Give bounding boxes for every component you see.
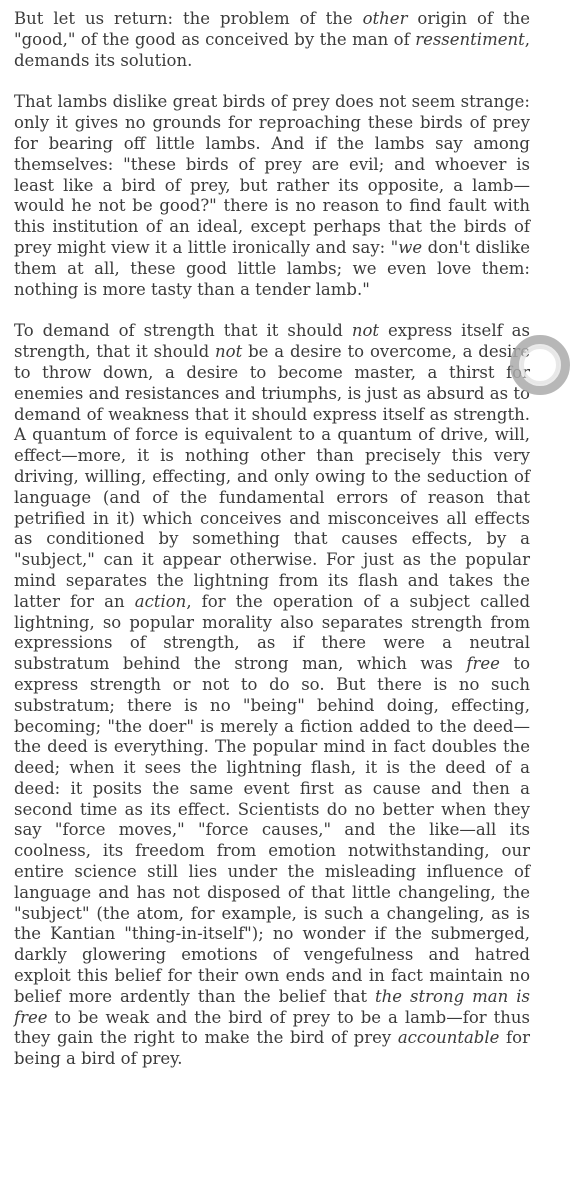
reader-text-body	[14, 9, 530, 1091]
text-run: That lambs dislike great birds of prey does not seem strange: only it gives no grounds for reproaching these birds of prey for bearing off little lambs. And if the lambs say among themselves: "these birds of prey are evil; and whoever is least like a bird of prey, but rather its opposite, a lamb—would he not be good?" there is no reason to find fault with this institution of an ideal, except perhaps that the birds of prey might view it a little ironically and say: "	[14, 92, 530, 257]
text-run-italic: not	[351, 321, 380, 341]
text-run-italic: we	[398, 237, 423, 257]
text-run: But let us return: the problem of the	[14, 9, 363, 28]
text-run-italic: not	[215, 342, 243, 362]
text-run-italic: action	[134, 591, 187, 611]
paragraph-2	[14, 92, 530, 300]
text-run: don't dislike them at all, these good little lambs; we even love them: nothing is more tasty than a tender lamb."	[14, 237, 531, 299]
text-run: To demand of strength that it should	[14, 321, 352, 341]
text-run-italic: accountable	[397, 1028, 500, 1048]
text-run: for being a bird of prey.	[14, 1028, 530, 1069]
text-run: express itself as strength, that it should	[14, 321, 530, 362]
touch-indicator	[510, 335, 570, 395]
text-run: origin of the "good," of the good as conceived by the man of	[14, 9, 530, 49]
text-run: to be weak and the bird of prey to be a lamb—for thus they gain the right to make the bird of prey	[14, 1007, 530, 1048]
text-run: be a desire to overcome, a desire to throw down, a desire to become master, a thirst for enemies and resistances and triumphs, is just as absurd as to demand of weakness that it should express itself as strength. A quantum of force is equivalent to a quantum of drive, will, effect—more, it is nothing other than precisely this very driving, willing, effecting, and only owing to the seduction of language (and of the fundamental errors of reason that petrified in it) which conceives and misconceives all effects as conditioned by something that causes effects, by a "subject," can it appear otherwise. For just as the popular mind separates the lightning from its flash and takes the latter for an	[14, 342, 530, 611]
text-run-italic: other	[362, 9, 408, 28]
text-run: , demands its solution.	[14, 29, 530, 70]
text-run-italic: the strong man is free	[14, 986, 530, 1027]
text-run: , for the operation of a subject called lightning, so popular morality also separates strength from expressions of strength, as if there were a neutral substratum behind the strong man, which was	[14, 591, 531, 674]
paragraph-1	[14, 9, 530, 71]
text-run-italic: free	[466, 654, 500, 674]
paragraph-3	[14, 321, 530, 1070]
text-run-italic: ressentiment	[415, 29, 525, 49]
text-run: to express strength or not to do so. But there is no such substratum; there is no "being" behind doing, effecting, becoming; "the doer" is merely a fiction added to the deed—the deed is everything. The popular mind in fact doubles the deed; when it sees the lightning flash, it is the deed of a deed: it posits the same event first as cause and then a second time as its effect. Scientists do no better when they say "force moves," "force causes," and the like—all its coolness, its freedom from emotion notwithstanding, our entire science still lies under the misleading influence of language and has not disposed of that little changeling, the "subject" (the atom, for example, is such a changeling, as is the Kantian "thing-in-itself"); no wonder if the submerged, darkly glowering emotions of vengefulness and hatred exploit this belief for their own ends and in fact maintain no belief more ardently than the belief that	[14, 654, 531, 1006]
